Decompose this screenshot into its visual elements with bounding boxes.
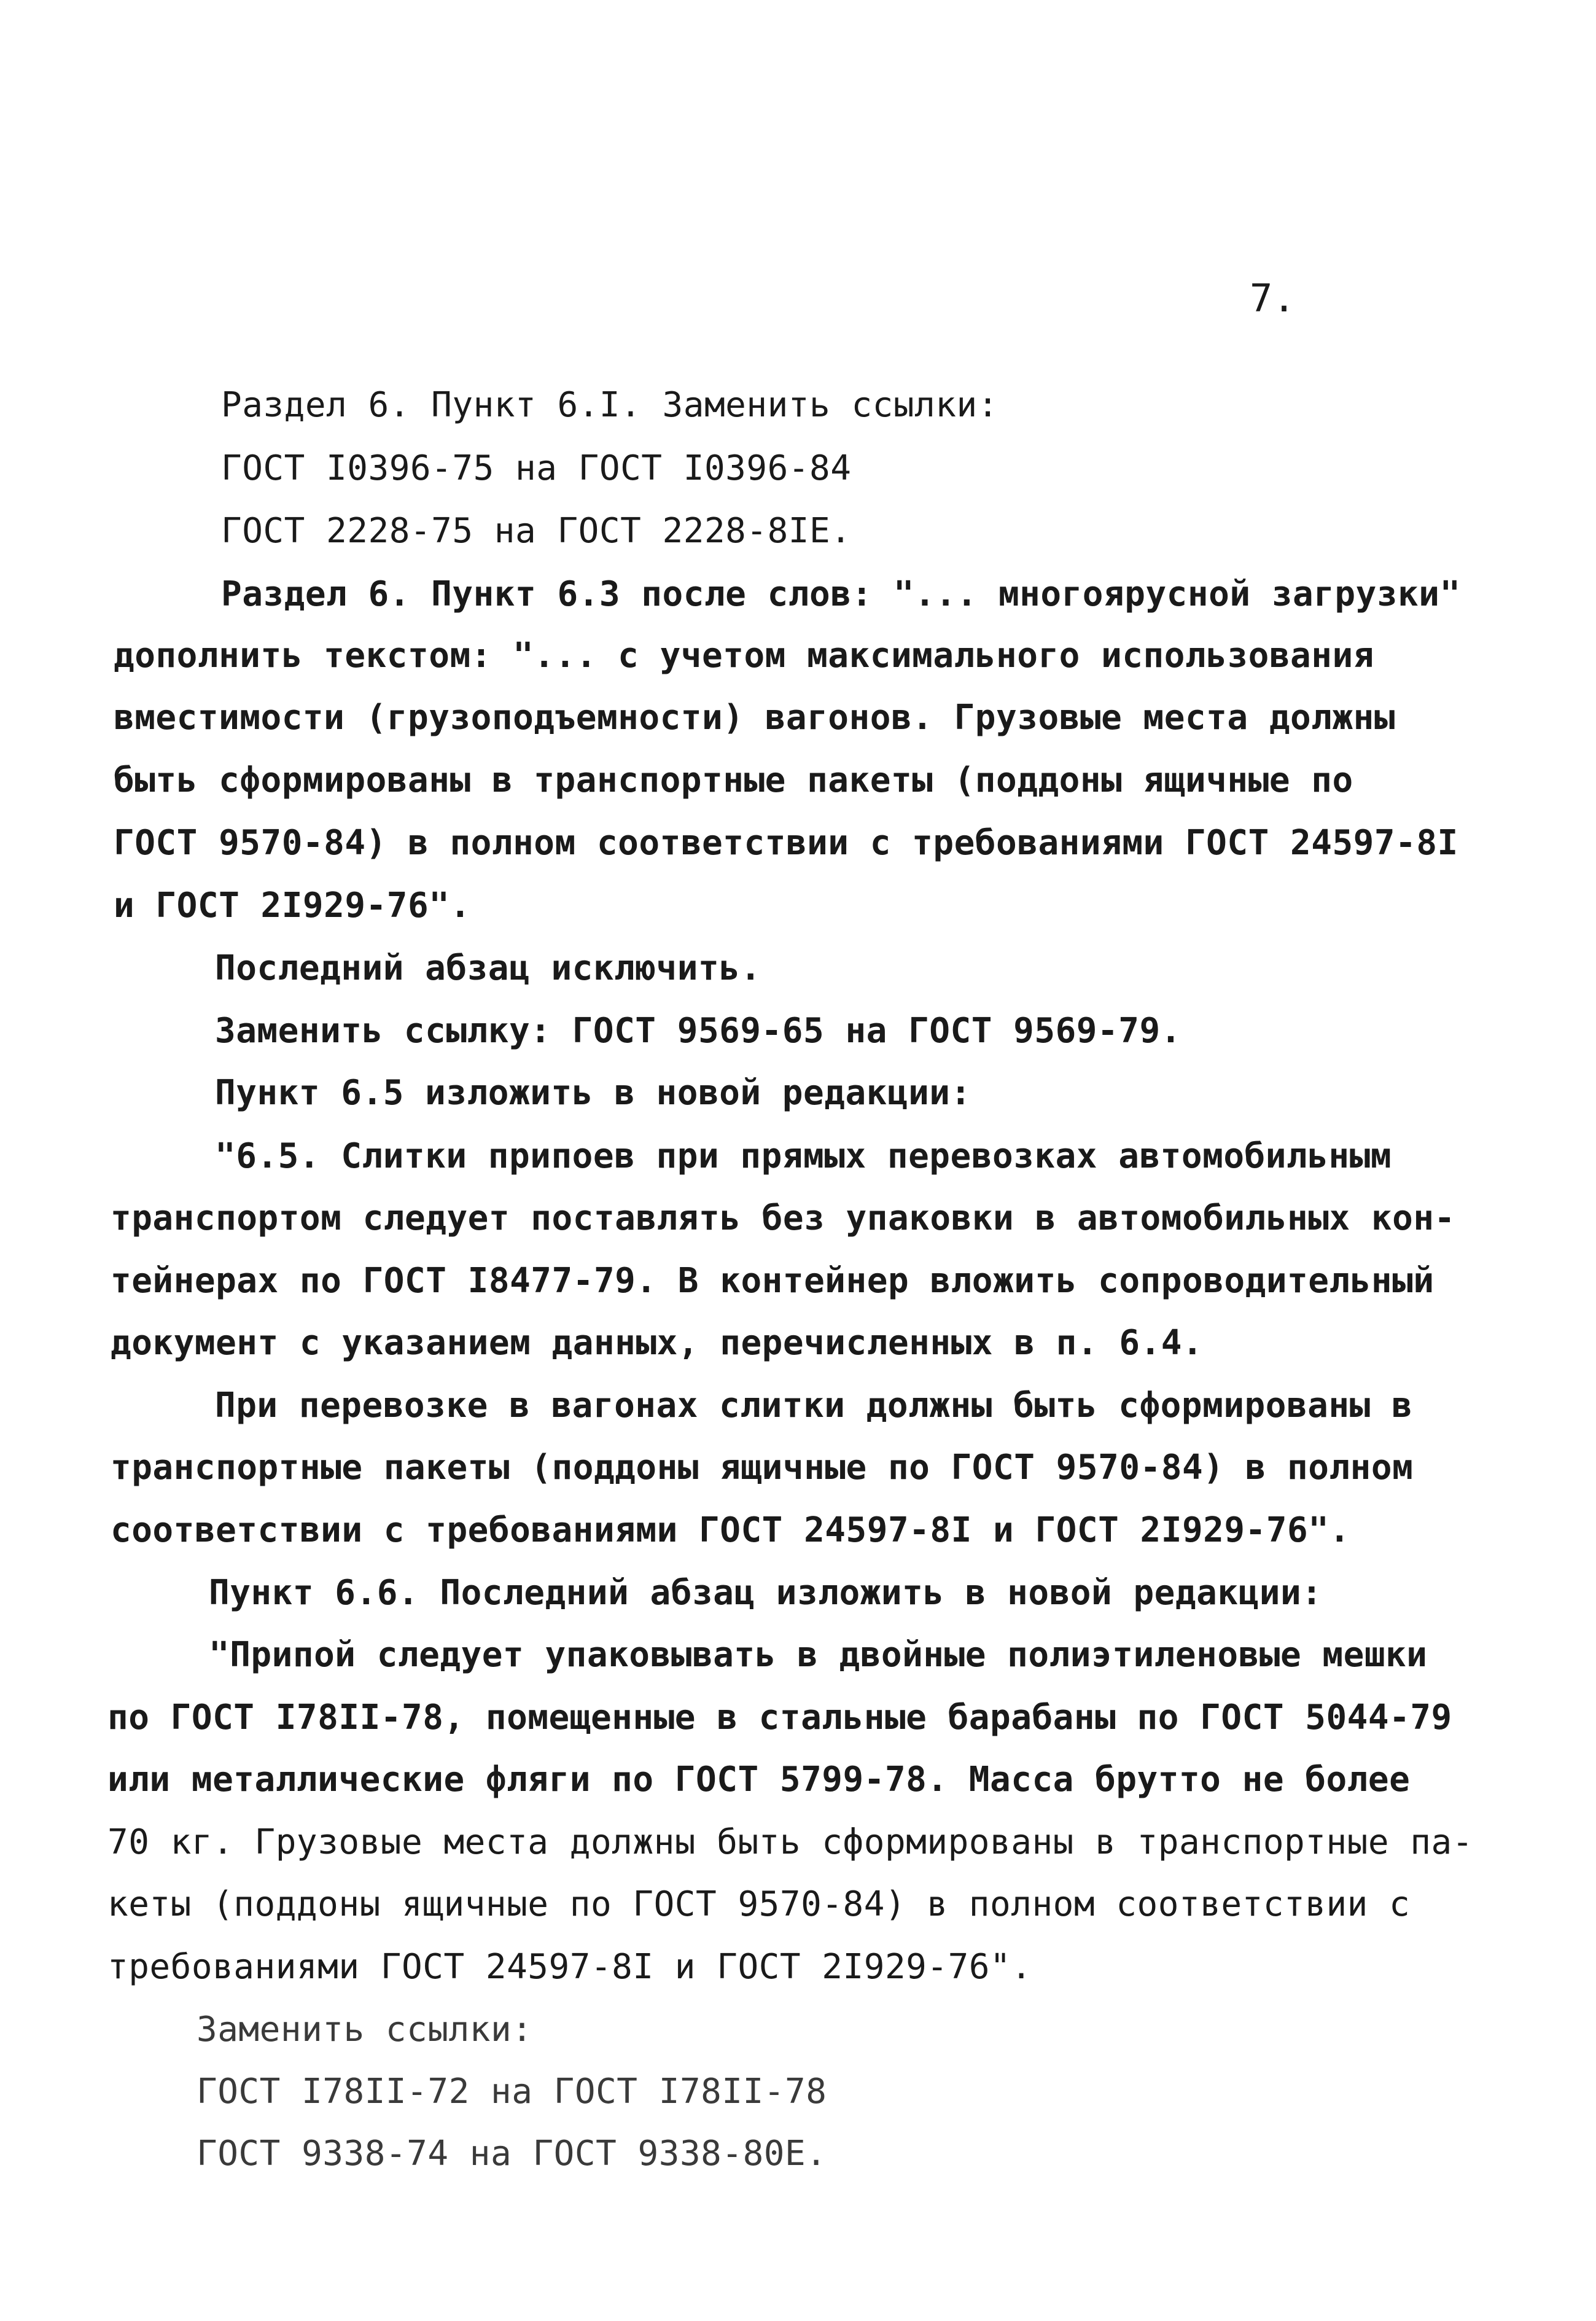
text-line: Раздел 6. Пункт 6.I. Заменить ссылки:: [221, 385, 998, 425]
text-line: по ГОСТ I78II-78, помещенные в стальные барабаны по ГОСТ 5044-79: [107, 1698, 1452, 1738]
text-line: ГОСТ 9570-84) в полном соответствии с требованиями ГОСТ 24597-8I: [114, 823, 1458, 863]
text-line: транспортом следует поставлять без упаковки в автомобильных кон-: [111, 1198, 1455, 1238]
text-line: транспортные пакеты (поддоны ящичные по ГОСТ 9570-84) в полном: [111, 1448, 1414, 1488]
text-line: вместимости (грузоподъемности) вагонов. Грузовые места должны: [114, 698, 1396, 738]
text-line: тейнерах по ГОСТ I8477-79. В контейнер вложить сопроводительный: [111, 1261, 1434, 1301]
text-line: и ГОСТ 2I929-76".: [114, 886, 471, 926]
text-line: Раздел 6. Пункт 6.3 после слов: "... многоярусной загрузки": [221, 574, 1461, 614]
text-line: Заменить ссылки:: [197, 2010, 533, 2050]
text-line: Последний абзац исключить.: [215, 948, 761, 988]
text-line: При перевозке в вагонах слитки должны быть сформированы в: [215, 1386, 1413, 1426]
text-line: ГОСТ 2228-75 на ГОСТ 2228-8IЕ.: [221, 511, 852, 551]
text-line: соответствии с требованиями ГОСТ 24597-8I и ГОСТ 2I929-76".: [111, 1510, 1350, 1550]
text-line: документ с указанием данных, перечисленных в п. 6.4.: [111, 1323, 1204, 1363]
text-line: ГОСТ 9338-74 на ГОСТ 9338-80Е.: [197, 2134, 827, 2174]
text-line: Пункт 6.5 изложить в новой редакции:: [215, 1073, 971, 1113]
text-line: Пункт 6.6. Последний абзац изложить в новой редакции:: [209, 1573, 1323, 1613]
text-line: быть сформированы в транспортные пакеты (поддоны ящичные по: [114, 760, 1353, 800]
text-line: дополнить текстом: "... с учетом максимального использования: [114, 636, 1374, 676]
text-line: ГОСТ I0396-75 на ГОСТ I0396-84: [221, 448, 852, 488]
text-line: кеты (поддоны ящичные по ГОСТ 9570-84) в полном соответствии с: [107, 1884, 1411, 1924]
text-line: или металлические фляги по ГОСТ 5799-78. Масса брутто не более: [107, 1760, 1411, 1800]
text-line: Заменить ссылку: ГОСТ 9569-65 на ГОСТ 9569-79.: [215, 1011, 1181, 1051]
text-line: ГОСТ I78II-72 на ГОСТ I78II-78: [197, 2072, 827, 2112]
text-line: "6.5. Слитки припоев при прямых перевозках автомобильным: [215, 1136, 1392, 1176]
text-line: "Припой следует упаковывать в двойные полиэтиленовые мешки: [209, 1635, 1428, 1675]
text-line: требованиями ГОСТ 24597-8I и ГОСТ 2I929-76".: [107, 1947, 1032, 1987]
page-number: 7.: [1250, 276, 1296, 321]
text-line: 70 кг. Грузовые места должны быть сформированы в транспортные па-: [107, 1822, 1473, 1862]
